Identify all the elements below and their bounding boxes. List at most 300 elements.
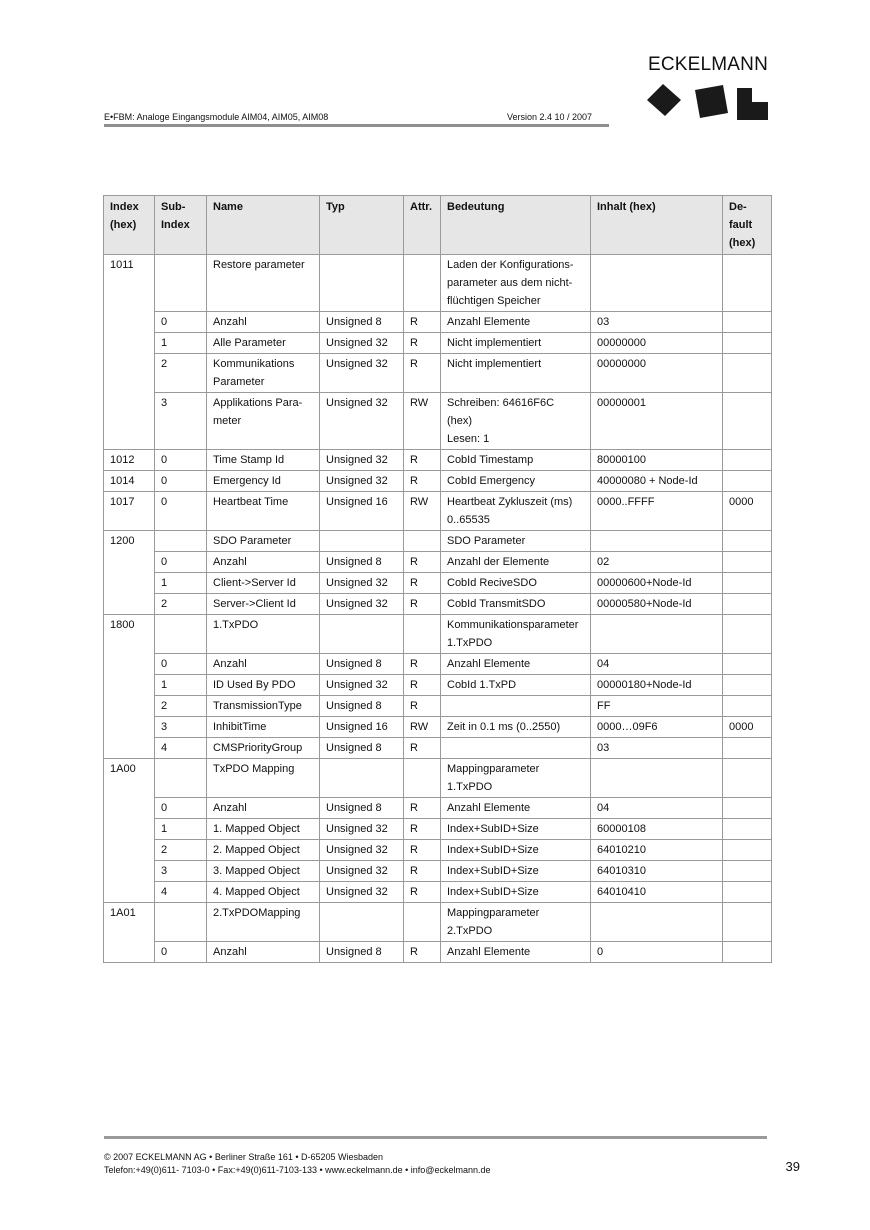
eckelmann-logo (644, 54, 772, 124)
name-cell (207, 552, 320, 573)
name-cell (207, 354, 320, 393)
type-cell: Unsigned 8 (320, 312, 404, 333)
cell-line: CobId ReciveSDO (447, 577, 537, 589)
index-cell: 1A00 (104, 759, 155, 798)
type-cell: Unsigned 32 (320, 393, 404, 450)
cell-line: Alle Parameter (213, 337, 286, 349)
subindex-cell: 3 (155, 393, 207, 450)
attr-cell: R (404, 675, 441, 696)
table-row (104, 717, 772, 738)
content-cell: 00000180+Node-Id (591, 675, 723, 696)
type-cell: Unsigned 8 (320, 696, 404, 717)
cell-line: parameter aus dem nicht- (447, 277, 573, 289)
table-row (104, 759, 772, 798)
table-row (104, 882, 772, 903)
default-cell (723, 654, 772, 675)
content-cell (591, 903, 723, 942)
cell-line: TransmissionType (213, 700, 302, 712)
cell-line: Lesen: 1 (447, 433, 490, 445)
type-cell (320, 615, 404, 654)
cell-line: Emergency Id (213, 475, 281, 487)
name-cell (207, 615, 320, 654)
logo-notch-icon (752, 88, 768, 102)
cell-line: Anzahl (213, 556, 247, 568)
column-header-line: fault (729, 219, 753, 231)
cell-line: Anzahl der Elemente (447, 556, 550, 568)
table-row (104, 255, 772, 312)
index-cell (104, 333, 155, 354)
subindex-cell: 3 (155, 717, 207, 738)
index-cell (104, 819, 155, 840)
column-header (207, 196, 320, 255)
table-row (104, 450, 772, 471)
type-cell (320, 759, 404, 798)
default-cell (723, 903, 772, 942)
meaning-cell (441, 738, 591, 759)
name-cell (207, 492, 320, 531)
meaning-cell (441, 696, 591, 717)
cell-line: TxPDO Mapping (213, 763, 295, 775)
attr-cell (404, 531, 441, 552)
cell-line: SDO Parameter (213, 535, 292, 547)
cell-line: Anzahl Elemente (447, 946, 531, 958)
attr-cell: R (404, 573, 441, 594)
cell-line: flüchtigen Speicher (447, 295, 541, 307)
meaning-cell (441, 819, 591, 840)
cell-line: Anzahl Elemente (447, 658, 531, 670)
attr-cell: R (404, 471, 441, 492)
default-cell (723, 333, 772, 354)
type-cell: Unsigned 16 (320, 717, 404, 738)
meaning-cell (441, 861, 591, 882)
name-cell (207, 333, 320, 354)
header-rule (104, 124, 609, 127)
attr-cell: RW (404, 393, 441, 450)
content-cell: 80000100 (591, 450, 723, 471)
cell-line: 4. Mapped Object (213, 886, 300, 898)
default-cell (723, 573, 772, 594)
index-cell (104, 312, 155, 333)
type-cell: Unsigned 32 (320, 594, 404, 615)
index-cell (104, 861, 155, 882)
default-cell (723, 696, 772, 717)
cell-line: Zeit in 0.1 ms (0..2550) (447, 721, 561, 733)
default-cell (723, 255, 772, 312)
attr-cell (404, 255, 441, 312)
type-cell: Unsigned 8 (320, 942, 404, 963)
index-cell (104, 594, 155, 615)
column-header-line: (hex) (110, 219, 137, 231)
document-title: E•FBM: Analoge Eingangsmodule AIM04, AIM05, AIM08 (104, 112, 329, 122)
cell-line: Index+SubID+Size (447, 823, 539, 835)
attr-cell: RW (404, 717, 441, 738)
column-header-line: Typ (326, 201, 345, 213)
subindex-cell: 0 (155, 654, 207, 675)
cell-line: Anzahl Elemente (447, 802, 531, 814)
meaning-cell (441, 312, 591, 333)
cell-line: Server->Client Id (213, 598, 296, 610)
name-cell (207, 738, 320, 759)
subindex-cell: 1 (155, 333, 207, 354)
subindex-cell: 0 (155, 312, 207, 333)
meaning-cell (441, 942, 591, 963)
default-cell: 0000 (723, 492, 772, 531)
attr-cell: R (404, 312, 441, 333)
content-cell: 40000080 + Node-Id (591, 471, 723, 492)
meaning-cell (441, 492, 591, 531)
meaning-cell (441, 333, 591, 354)
table-row (104, 492, 772, 531)
name-cell (207, 255, 320, 312)
cell-line: Nicht implementiert (447, 358, 542, 370)
cell-line: CobId 1.TxPD (447, 679, 517, 691)
table-row (104, 531, 772, 552)
meaning-cell (441, 450, 591, 471)
cell-line: 2. Mapped Object (213, 844, 300, 856)
cell-line: Anzahl (213, 658, 247, 670)
attr-cell: R (404, 819, 441, 840)
content-cell: 64010210 (591, 840, 723, 861)
logo-tilted-square-icon (695, 85, 728, 118)
index-cell: 1017 (104, 492, 155, 531)
cell-line: InhibitTime (213, 721, 267, 733)
meaning-cell (441, 573, 591, 594)
index-cell (104, 882, 155, 903)
name-cell (207, 882, 320, 903)
default-cell (723, 312, 772, 333)
content-cell: 00000580+Node-Id (591, 594, 723, 615)
table-row (104, 738, 772, 759)
attr-cell: R (404, 552, 441, 573)
cell-line: Kommunikationsparameter (447, 619, 579, 631)
type-cell: Unsigned 8 (320, 654, 404, 675)
index-cell (104, 738, 155, 759)
name-cell (207, 759, 320, 798)
default-cell (723, 675, 772, 696)
type-cell: Unsigned 32 (320, 840, 404, 861)
content-cell (591, 255, 723, 312)
index-cell (104, 654, 155, 675)
content-cell: FF (591, 696, 723, 717)
default-cell (723, 354, 772, 393)
default-cell (723, 393, 772, 450)
cell-line: Anzahl Elemente (447, 316, 531, 328)
table-row (104, 615, 772, 654)
cell-line: Mappingparameter (447, 763, 540, 775)
object-dictionary-table (103, 195, 772, 963)
content-cell (591, 759, 723, 798)
type-cell (320, 531, 404, 552)
meaning-cell (441, 840, 591, 861)
index-cell: 1200 (104, 531, 155, 552)
type-cell: Unsigned 32 (320, 354, 404, 393)
type-cell: Unsigned 8 (320, 738, 404, 759)
subindex-cell: 0 (155, 798, 207, 819)
index-cell: 1012 (104, 450, 155, 471)
content-cell: 00000600+Node-Id (591, 573, 723, 594)
name-cell (207, 531, 320, 552)
table-row (104, 654, 772, 675)
table-row (104, 942, 772, 963)
cell-line: Index+SubID+Size (447, 886, 539, 898)
column-header-line: Index (110, 201, 139, 213)
meaning-cell (441, 552, 591, 573)
cell-line: Laden der Konfigurations- (447, 259, 574, 271)
content-cell: 0000…09F6 (591, 717, 723, 738)
default-cell (723, 552, 772, 573)
attr-cell: R (404, 333, 441, 354)
cell-line: Anzahl (213, 802, 247, 814)
default-cell (723, 738, 772, 759)
cell-line: 2.TxPDOMapping (213, 907, 301, 919)
attr-cell: R (404, 450, 441, 471)
subindex-cell: 1 (155, 675, 207, 696)
content-cell: 0 (591, 942, 723, 963)
cell-line: CobId TransmitSDO (447, 598, 546, 610)
attr-cell: R (404, 861, 441, 882)
type-cell: Unsigned 16 (320, 492, 404, 531)
name-cell (207, 471, 320, 492)
cell-line: 3. Mapped Object (213, 865, 300, 877)
subindex-cell (155, 615, 207, 654)
default-cell: 0000 (723, 717, 772, 738)
default-cell (723, 450, 772, 471)
type-cell: Unsigned 32 (320, 471, 404, 492)
table-row (104, 552, 772, 573)
subindex-cell: 2 (155, 696, 207, 717)
meaning-cell (441, 471, 591, 492)
attr-cell: RW (404, 492, 441, 531)
column-header-line: Attr. (410, 201, 432, 213)
default-cell (723, 819, 772, 840)
table-row (104, 840, 772, 861)
footer-address: © 2007 ECKELMANN AG • Berliner Straße 161 • D-65205 Wiesbaden (104, 1152, 384, 1162)
cell-line: Heartbeat Zykluszeit (ms) (447, 496, 573, 508)
attr-cell (404, 759, 441, 798)
cell-line: 1. Mapped Object (213, 823, 300, 835)
attr-cell: R (404, 798, 441, 819)
cell-line: Heartbeat Time (213, 496, 289, 508)
column-header (320, 196, 404, 255)
content-cell: 0000..FFFF (591, 492, 723, 531)
table-body (104, 255, 772, 963)
subindex-cell: 0 (155, 450, 207, 471)
cell-line: Restore parameter (213, 259, 305, 271)
type-cell: Unsigned 32 (320, 675, 404, 696)
name-cell (207, 393, 320, 450)
footer-contact: Telefon:+49(0)611- 7103-0 • Fax:+49(0)611-7103-133 • www.eckelmann.de • info@eckelmann.de (104, 1165, 491, 1175)
attr-cell (404, 615, 441, 654)
attr-cell: R (404, 942, 441, 963)
subindex-cell: 0 (155, 552, 207, 573)
cell-line: (hex) (447, 415, 473, 427)
table-row (104, 819, 772, 840)
index-cell (104, 942, 155, 963)
name-cell (207, 312, 320, 333)
table-row (104, 393, 772, 450)
name-cell (207, 696, 320, 717)
cell-line: Nicht implementiert (447, 337, 542, 349)
subindex-cell (155, 255, 207, 312)
logo-squares-icon (644, 80, 772, 124)
cell-line: 2.TxPDO (447, 925, 493, 937)
cell-line: CobId Timestamp (447, 454, 534, 466)
document-version: Version 2.4 10 / 2007 (507, 112, 593, 122)
name-cell (207, 594, 320, 615)
table-row (104, 675, 772, 696)
name-cell (207, 675, 320, 696)
default-cell (723, 759, 772, 798)
meaning-cell (441, 531, 591, 552)
default-cell (723, 471, 772, 492)
logo-wordmark: ECKELMANN (647, 54, 769, 75)
column-header (104, 196, 155, 255)
logo-diamond-left-icon (647, 84, 681, 116)
subindex-cell: 4 (155, 738, 207, 759)
type-cell: Unsigned 8 (320, 552, 404, 573)
content-cell: 04 (591, 798, 723, 819)
column-header-line: Name (213, 201, 243, 213)
name-cell (207, 840, 320, 861)
cell-line: SDO Parameter (447, 535, 526, 547)
attr-cell: R (404, 840, 441, 861)
attr-cell (404, 903, 441, 942)
content-cell: 03 (591, 738, 723, 759)
name-cell (207, 654, 320, 675)
cell-line: meter (213, 415, 242, 427)
content-cell: 60000108 (591, 819, 723, 840)
table-row (104, 573, 772, 594)
column-header (155, 196, 207, 255)
column-header-line: (hex) (729, 237, 756, 249)
table-row (104, 903, 772, 942)
subindex-cell: 0 (155, 471, 207, 492)
table-row (104, 861, 772, 882)
subindex-cell: 4 (155, 882, 207, 903)
type-cell: Unsigned 32 (320, 819, 404, 840)
index-cell: 1011 (104, 255, 155, 312)
meaning-cell (441, 675, 591, 696)
column-header (441, 196, 591, 255)
index-cell (104, 696, 155, 717)
cell-line: Parameter (213, 376, 265, 388)
index-cell (104, 552, 155, 573)
page-footer (104, 1151, 490, 1177)
table-row (104, 333, 772, 354)
name-cell (207, 717, 320, 738)
index-cell: 1014 (104, 471, 155, 492)
table-row (104, 696, 772, 717)
column-header (591, 196, 723, 255)
column-header-line: Index (161, 219, 190, 231)
content-cell: 03 (591, 312, 723, 333)
cell-line: Applikations Para- (213, 397, 303, 409)
attr-cell: R (404, 654, 441, 675)
index-cell (104, 717, 155, 738)
subindex-cell (155, 903, 207, 942)
index-cell (104, 840, 155, 861)
content-cell: 00000001 (591, 393, 723, 450)
type-cell: Unsigned 8 (320, 798, 404, 819)
index-cell: 1800 (104, 615, 155, 654)
name-cell (207, 942, 320, 963)
type-cell: Unsigned 32 (320, 882, 404, 903)
cell-line: ID Used By PDO (213, 679, 296, 691)
meaning-cell (441, 393, 591, 450)
subindex-cell: 2 (155, 594, 207, 615)
cell-line: 1.TxPDO (447, 781, 493, 793)
cell-line: 1.TxPDO (213, 619, 259, 631)
cell-line: Index+SubID+Size (447, 844, 539, 856)
cell-line: Schreiben: 64616F6C (447, 397, 555, 409)
meaning-cell (441, 354, 591, 393)
attr-cell: R (404, 696, 441, 717)
meaning-cell (441, 717, 591, 738)
type-cell: Unsigned 32 (320, 861, 404, 882)
type-cell (320, 255, 404, 312)
table-row (104, 798, 772, 819)
default-cell (723, 861, 772, 882)
index-cell (104, 675, 155, 696)
table-row (104, 312, 772, 333)
name-cell (207, 450, 320, 471)
meaning-cell (441, 594, 591, 615)
content-cell: 00000000 (591, 354, 723, 393)
content-cell: 64010410 (591, 882, 723, 903)
subindex-cell (155, 759, 207, 798)
index-cell (104, 354, 155, 393)
default-cell (723, 882, 772, 903)
name-cell (207, 798, 320, 819)
subindex-cell: 1 (155, 819, 207, 840)
type-cell (320, 903, 404, 942)
content-cell (591, 615, 723, 654)
page-header (104, 112, 609, 123)
content-cell: 00000000 (591, 333, 723, 354)
name-cell (207, 573, 320, 594)
column-header-line: Inhalt (hex) (597, 201, 656, 213)
footer-rule (104, 1136, 767, 1139)
page-number: 39 (785, 1159, 800, 1174)
content-cell: 04 (591, 654, 723, 675)
content-cell: 64010310 (591, 861, 723, 882)
meaning-cell (441, 798, 591, 819)
subindex-cell (155, 531, 207, 552)
meaning-cell (441, 759, 591, 798)
table-row (104, 594, 772, 615)
column-header (404, 196, 441, 255)
attr-cell: R (404, 354, 441, 393)
cell-line: Kommunikations (213, 358, 295, 370)
table-row (104, 354, 772, 393)
index-cell (104, 573, 155, 594)
meaning-cell (441, 654, 591, 675)
subindex-cell: 2 (155, 840, 207, 861)
type-cell: Unsigned 32 (320, 333, 404, 354)
default-cell (723, 615, 772, 654)
cell-line: CobId Emergency (447, 475, 536, 487)
default-cell (723, 798, 772, 819)
content-cell: 02 (591, 552, 723, 573)
subindex-cell: 3 (155, 861, 207, 882)
subindex-cell: 2 (155, 354, 207, 393)
index-cell: 1A01 (104, 903, 155, 942)
default-cell (723, 840, 772, 861)
default-cell (723, 942, 772, 963)
index-cell (104, 393, 155, 450)
meaning-cell (441, 255, 591, 312)
cell-line: Anzahl (213, 316, 247, 328)
